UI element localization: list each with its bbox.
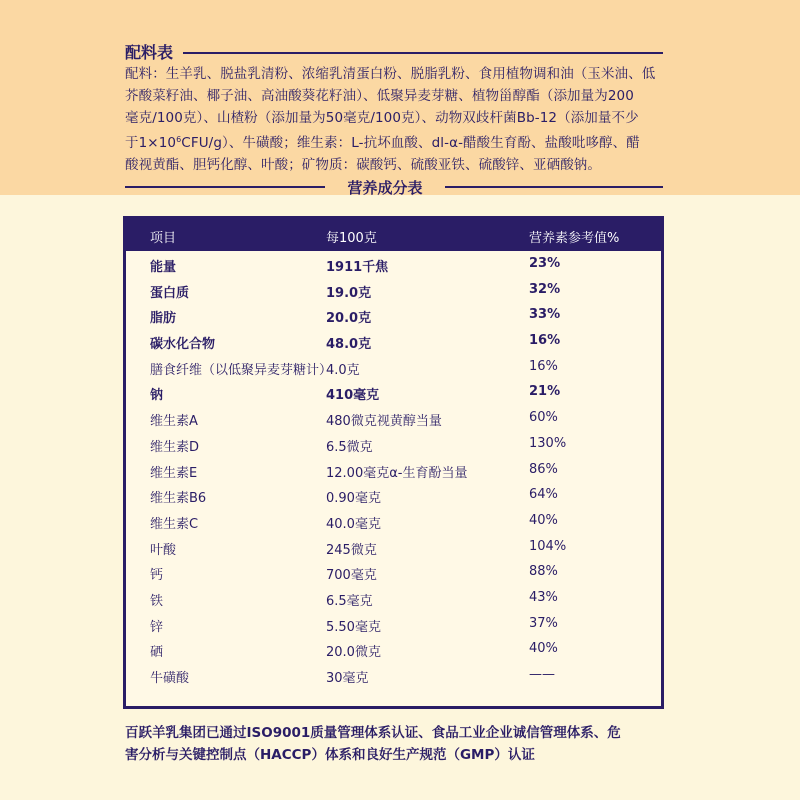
row-value: 5.50毫克 [326, 619, 381, 635]
row-item: 维生素C [150, 516, 199, 532]
row-item: 能量 [150, 260, 177, 275]
row-value: 700毫克 [326, 568, 377, 584]
row-item: 维生素E [150, 465, 198, 481]
header-per100g: 每100克 [326, 231, 377, 246]
row-nrv: 16% [529, 358, 558, 374]
row-nrv: 104% [529, 538, 567, 554]
table-row [126, 636, 661, 662]
row-nrv: 86% [529, 461, 558, 477]
row-value: 12.00毫克α-生育酚当量 [326, 465, 468, 481]
row-item: 蛋白质 [150, 285, 190, 301]
row-nrv: 16% [529, 333, 561, 349]
ingredients-exponent: 6 [176, 135, 182, 144]
row-value: 0.90毫克 [326, 491, 381, 507]
row-value: 1911千焦 [326, 260, 389, 275]
row-value: 6.5微克 [326, 439, 373, 455]
row-nrv: 33% [529, 307, 561, 323]
row-item: 牛磺酸 [150, 671, 190, 686]
table-row [126, 302, 661, 328]
ingredients-text [125, 63, 665, 176]
ingredients-line-4 [125, 129, 665, 154]
nutrition-title-bar [125, 177, 663, 197]
row-item: 钠 [150, 388, 164, 404]
nutrition-table-header [126, 219, 661, 251]
row-value: 20.0克 [326, 311, 372, 327]
row-nrv: 37% [529, 615, 558, 631]
row-nrv: 88% [529, 564, 558, 580]
ingredients-line-4-b: CFU/g）、牛磺酸；维生素：L-抗坏血酸、dl-α-醋酸生育酚、盐酸吡哆醇、醋 [181, 135, 640, 151]
row-item: 膳食纤维（以低聚异麦芽糖计） [150, 362, 333, 378]
row-item: 硒 [150, 645, 164, 661]
table-row [126, 508, 661, 534]
row-nrv: 32% [529, 281, 561, 297]
row-nrv: 23% [529, 256, 561, 271]
ingredients-title: 配料表 [125, 43, 174, 62]
row-value: 4.0克 [326, 362, 360, 378]
ingredients-line-2: 芥酸菜籽油、椰子油、高油酸葵花籽油）、低聚异麦芽糖、植物甾醇酯（添加量为200 [125, 88, 634, 104]
table-row [126, 534, 661, 560]
ingredients-line-5: 酸视黄酯、胆钙化醇、叶酸；矿物质：碳酸钙、硫酸亚铁、硫酸锌、亚硒酸钠。 [125, 157, 601, 173]
table-row [126, 354, 661, 380]
table-row [126, 585, 661, 611]
table-row [126, 251, 661, 277]
footer-line-2: 害分析与关键控制点（HACCP）体系和良好生产规范（GMP）认证 [125, 747, 535, 763]
row-value: 20.0微克 [326, 645, 381, 661]
nutrition-title-rule-left [125, 186, 325, 188]
nutrition-table-body [126, 251, 661, 688]
row-item: 维生素B6 [150, 491, 207, 507]
row-value: 48.0克 [326, 337, 372, 353]
row-item: 维生素A [150, 414, 198, 430]
ingredients-line-3: 毫克/100克）、山楂粉（添加量为50毫克/100克）、动物双歧杆菌Bb-12（添加量不少 [125, 110, 639, 126]
nutrition-table [123, 216, 664, 709]
footer-line-1: 百跃羊乳集团已通过ISO9001质量管理体系认证、食品工业企业诚信管理体系、危 [125, 725, 621, 741]
ingredients-line-1: 配料：生羊乳、脱盐乳清粉、浓缩乳清蛋白粉、脱脂乳粉、食用植物调和油（玉米油、低 [125, 66, 656, 82]
row-value: 245微克 [326, 542, 377, 558]
row-value: 40.0毫克 [326, 516, 381, 532]
table-row [126, 662, 661, 688]
row-value: 410毫克 [326, 388, 380, 404]
table-row [126, 559, 661, 585]
nutrition-title: 营养成分表 [347, 179, 423, 197]
row-nrv: 40% [529, 641, 558, 657]
row-item: 叶酸 [150, 542, 177, 558]
ingredients-line-4-a: 于1×10 [125, 135, 177, 151]
row-nrv: 130% [529, 435, 567, 451]
table-row [126, 431, 661, 457]
nutrition-title-rule-right [445, 186, 663, 188]
header-nrv: 营养素参考值% [529, 231, 620, 246]
table-row [126, 328, 661, 354]
table-row [126, 405, 661, 431]
row-value: 30毫克 [326, 671, 369, 686]
table-row [126, 482, 661, 508]
row-value: 480微克视黄醇当量 [326, 414, 442, 430]
row-nrv: 40% [529, 512, 558, 528]
row-item: 锌 [150, 619, 164, 635]
row-nrv: 60% [529, 410, 558, 426]
row-nrv: —— [529, 667, 555, 682]
header-item: 项目 [150, 231, 177, 246]
row-value: 6.5毫克 [326, 593, 373, 609]
row-item: 脂肪 [150, 311, 177, 327]
ingredients-title-rule [183, 52, 663, 54]
row-item: 碳水化合物 [150, 337, 216, 353]
row-value: 19.0克 [326, 285, 372, 301]
row-nrv: 21% [529, 384, 561, 400]
row-item: 钙 [150, 568, 164, 584]
table-row [126, 379, 661, 405]
row-nrv: 43% [529, 589, 558, 605]
table-row [126, 277, 661, 303]
table-row [126, 457, 661, 483]
row-item: 维生素D [150, 439, 200, 455]
row-item: 铁 [150, 593, 164, 609]
row-nrv: 64% [529, 487, 558, 503]
certification-footer [125, 722, 675, 766]
table-row [126, 611, 661, 637]
